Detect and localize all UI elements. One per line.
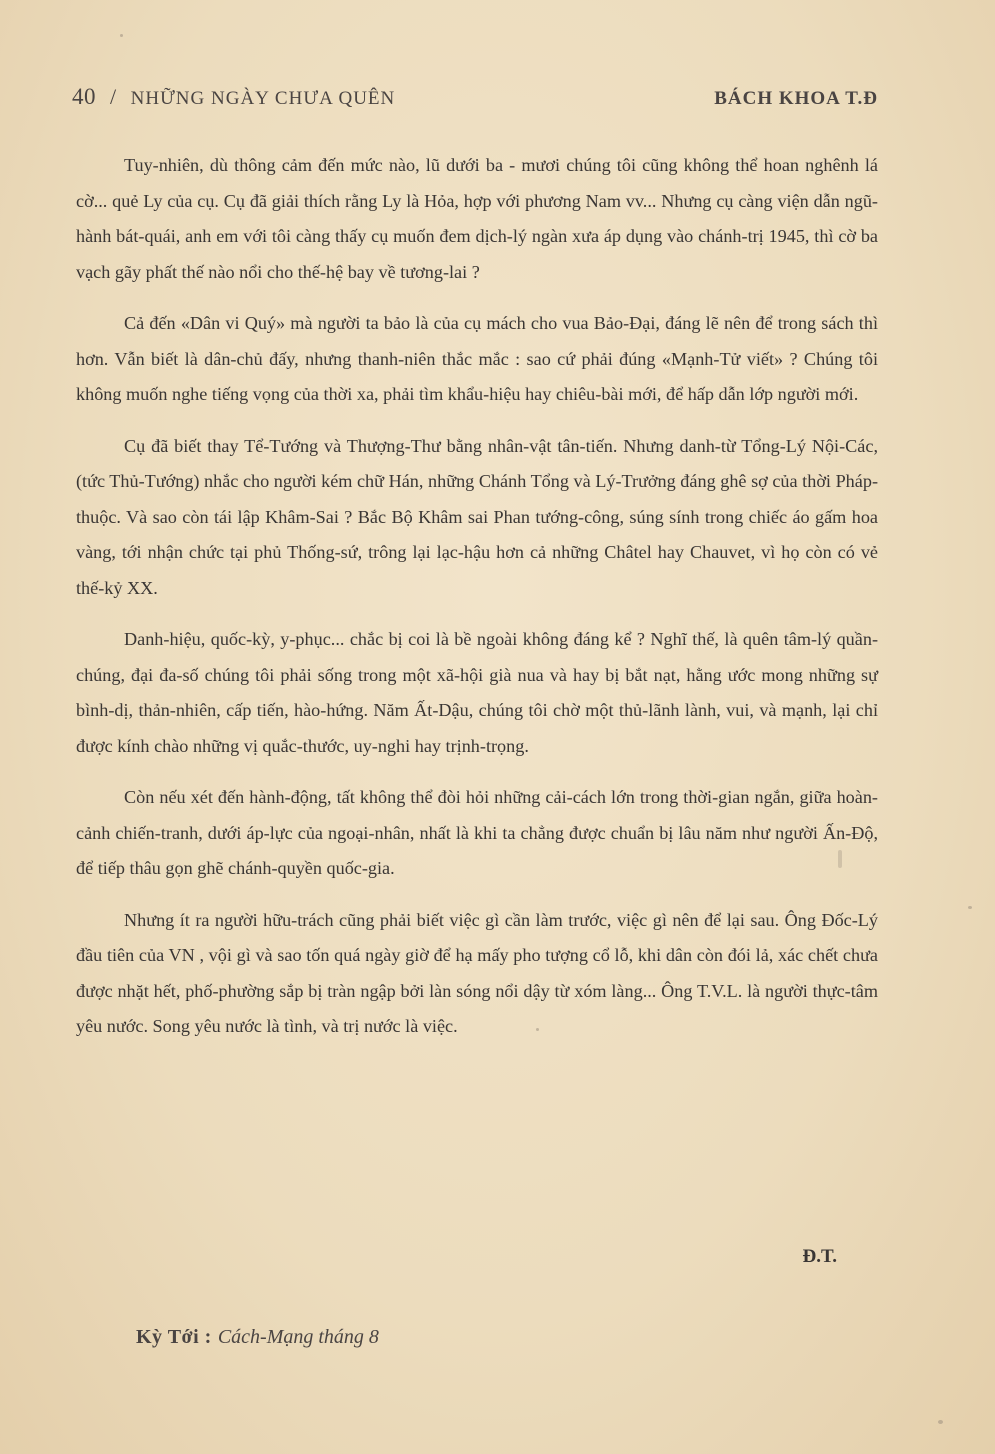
next-issue-note (136, 1326, 379, 1349)
paper-speck (120, 34, 123, 37)
article-body (76, 148, 878, 1061)
page-header (72, 84, 878, 118)
running-title: NHỮNG NGÀY CHƯA QUÊN (130, 88, 396, 109)
paragraph-4: Danh-hiệu, quốc-kỳ, y-phục... chắc bị coi là bề ngoài không đáng kể ? Nghĩ thế, là quên tâm-lý quần-chúng, đại đa-số chúng tôi phải sống trong một xã-hội già nua và hay bị bắt nạt, hằng ước mong những sự bình-dị, thản-nhiên, cấp tiến, hào-hứng. Năm Ất-Dậu, chúng tôi chờ một thủ-lãnh lành, vui, và mạnh, lại chỉ được kính chào những vị quắc-thước, uy-nghi hay trịnh-trọng. (76, 629, 878, 756)
paragraph-6: Nhưng ít ra người hữu-trách cũng phải biết việc gì cần làm trước, việc gì nên để lại sau. Ông Đốc-Lý đầu tiên của VN , vội gì và sao tốn quá ngày giờ để hạ mấy pho tượng cổ lỗ, khi dân còn đói lả, xác chết chưa được nhặt hết, phố-phường sắp bị tràn ngập bởi làn sóng nổi dậy từ xóm làng... Ông T.V.L. là người thực-tâm yêu nước. Song yêu nước là tình, và trị nước là việc. (76, 909, 878, 1036)
paragraph-5: Còn nếu xét đến hành-động, tất không thể đòi hỏi những cải-cách lớn trong thời-gian ngắn, giữa hoàn-cảnh chiến-tranh, dưới áp-lực của ngoại-nhân, nhất là khi ta chẳng được chuẩn bị lâu năm như người Ấn-Độ, để tiếp thâu gọn ghẽ chánh-quyền quốc-gia. (76, 787, 878, 878)
publication-name: BÁCH KHOA T.Đ (714, 88, 878, 109)
paper-speck (938, 1420, 943, 1424)
paragraph-3: Cụ đã biết thay Tể-Tướng và Thượng-Thư bằng nhân-vật tân-tiến. Nhưng danh-từ Tổng-Lý Nội-Các, (tức Thủ-Tướng) nhắc cho người kém chữ Hán, những Chánh Tổng và Lý-Trưởng đáng ghê sợ của thời Pháp-thuộc. Và sao còn tái lập Khâm-Sai ? Bắc Bộ Khâm sai Phan tướng-công, súng sính trong chiếc áo gấm hoa vàng, tới nhận chức tại phủ Thống-sứ, trông lại lạc-hậu hơn cả những Châtel hay Chauvet, vì họ còn có vẻ thế-kỷ XX. (76, 435, 878, 598)
paper-speck (838, 850, 842, 868)
paragraph-2: Cả đến «Dân vi Quý» mà người ta bảo là của cụ mách cho vua Bảo-Đại, đáng lẽ nên để trong sách thì hơn. Vẫn biết là dân-chủ đấy, nhưng thanh-niên thắc mắc : sao cứ phải đúng «Mạnh-Tử viết» ? Chúng tôi không muốn nghe tiếng vọng của thời xa, phải tìm khẩu-hiệu hay chiêu-bài mới, để hấp dẫn lớp người mới. (76, 313, 878, 404)
next-issue-title: Cách-Mạng tháng 8 (217, 1326, 379, 1348)
paper-speck (968, 906, 972, 909)
header-separator: / (110, 84, 117, 109)
header-left (72, 84, 395, 110)
next-issue-label: Kỳ Tới : (136, 1326, 212, 1348)
paper-speck (536, 1028, 539, 1031)
page-number: 40 (72, 84, 96, 109)
paragraph-1: Tuy-nhiên, dù thông cảm đến mức nào, lũ dưới ba - mươi chúng tôi cũng không thể hoan nghênh lá cờ... quẻ Ly của cụ. Cụ đã giải thích rằng Ly là Hỏa, hợp với phương Nam vv... Nhưng cụ càng viện dẫn ngũ-hành bát-quái, anh em với tôi càng thấy cụ muốn đem dịch-lý ngàn xưa áp dụng vào chánh-trị 1945, thì cờ ba vạch gãy phất thế nào nổi cho thế-hệ bay về tương-lai ? (76, 155, 878, 282)
author-signature: Đ.T. (802, 1246, 837, 1267)
